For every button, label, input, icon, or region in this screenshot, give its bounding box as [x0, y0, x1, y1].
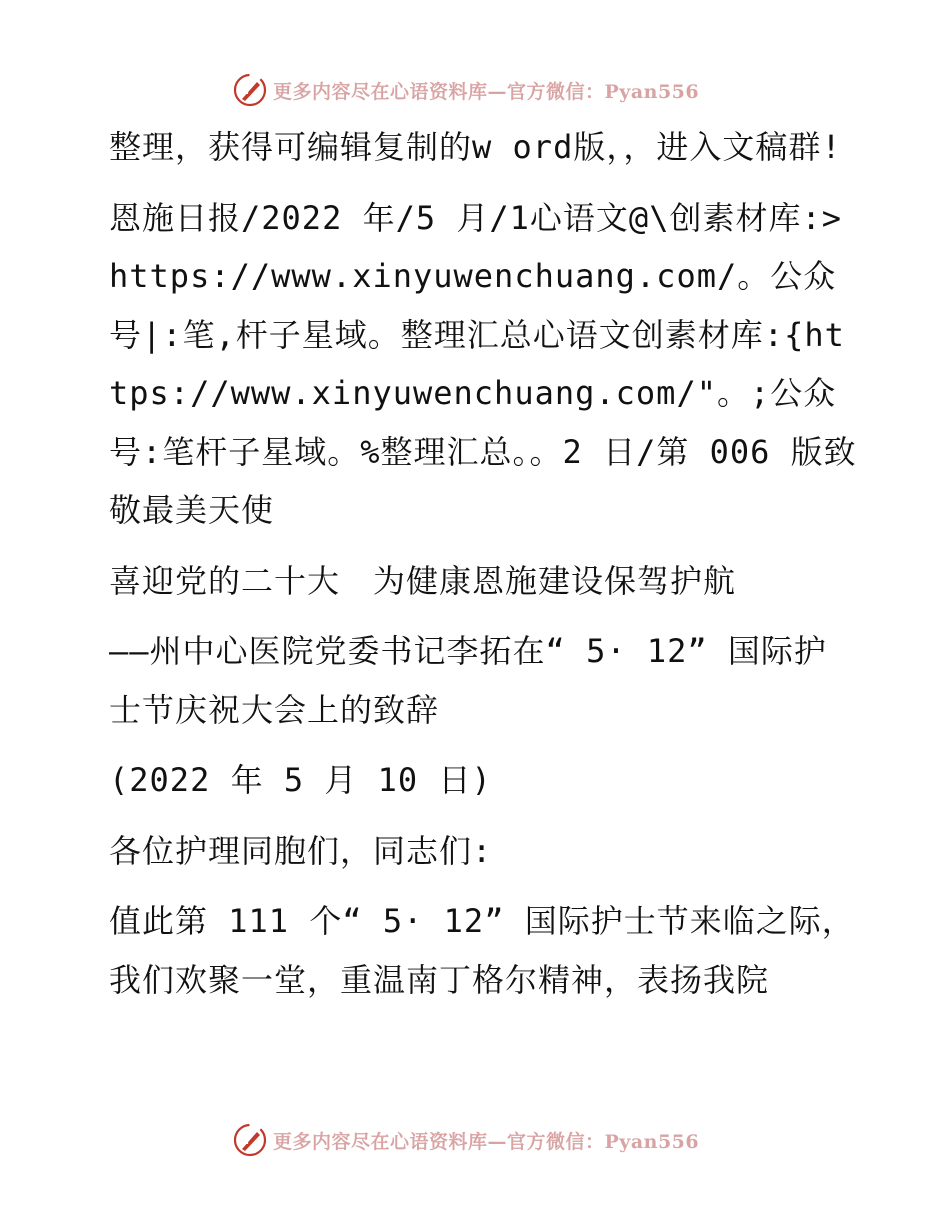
brand-logo-letter: Y — [244, 1137, 251, 1147]
footer-banner-text: 更多内容尽在心语资料库—官方微信：Pyan556 — [273, 1130, 700, 1153]
paragraph-source: 恩施日报/2022 年/5 月/1心语文@\创素材库:>https://www.xinyuwenchuang.com/。公众号|:笔,杆子星域。整理汇总心语文创素材库:{https://www.xinyuwenchuang.com/"。;公众号:笔杆子星域。%整理汇总。。2 日/第 006 版致敬最美天使 — [109, 198, 857, 529]
brand-logo-icon — [233, 1123, 267, 1157]
article-date: (2022 年 5 月 10 日) — [109, 761, 492, 799]
header-watermark-banner — [233, 70, 699, 110]
footer-watermark-banner — [233, 1120, 699, 1160]
paragraph-opening: 值此第 111 个“ 5· 12” 国际护士节来临之际，我们欢聚一堂，重温南丁格尔精神，表扬我院 — [109, 902, 855, 999]
document-body — [97, 118, 857, 1021]
brand-logo-letter: Y — [244, 87, 251, 97]
article-subtitle: ——州中心医院党委书记李拓在“ 5· 12” 国际护士节庆祝大会上的致辞 — [109, 632, 827, 729]
paragraph-intro: 整理，获得可编辑复制的w ord版，，进入文稿群! — [109, 128, 842, 166]
salutation: 各位护理同胞们，同志们: — [109, 831, 493, 870]
header-banner-text: 更多内容尽在心语资料库—官方微信：Pyan556 — [273, 80, 700, 103]
brand-logo-icon — [233, 73, 267, 107]
article-title: 喜迎党的二十大 为健康恩施建设保驾护航 — [109, 561, 737, 600]
